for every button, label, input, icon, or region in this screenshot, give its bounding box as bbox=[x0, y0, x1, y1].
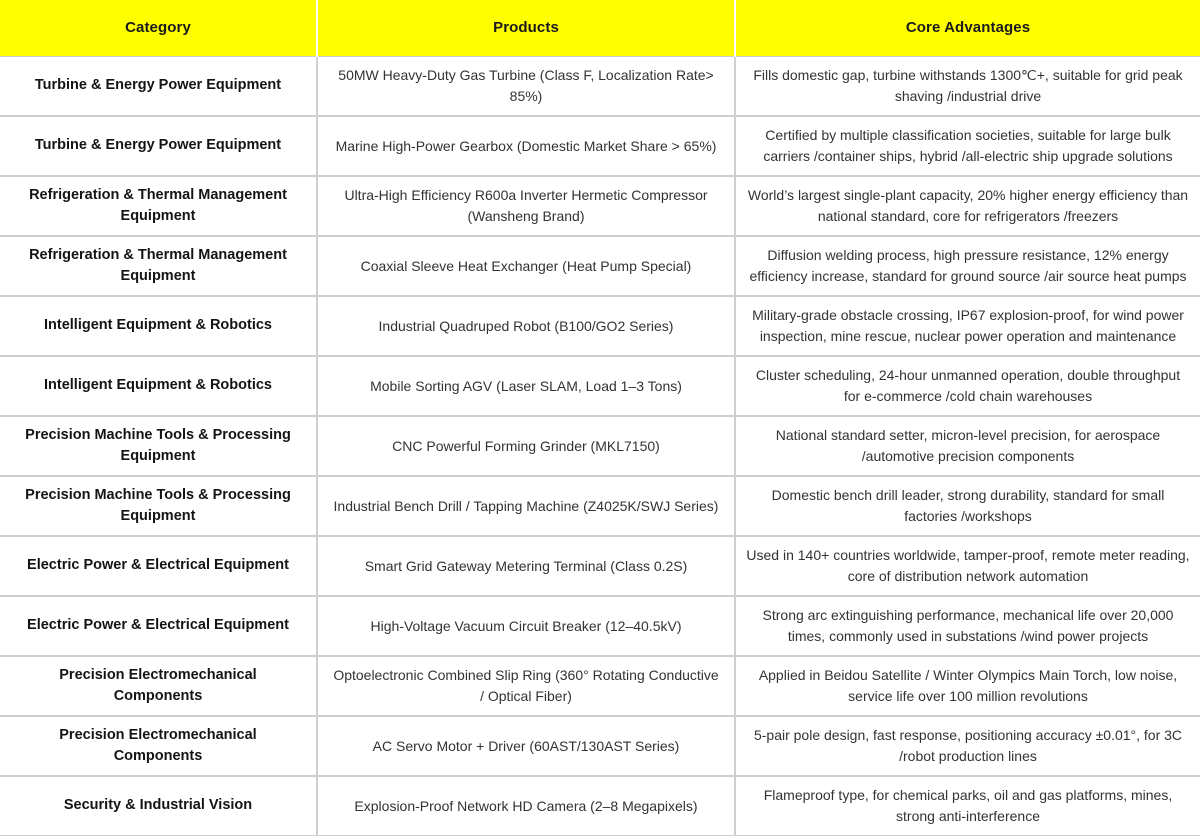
cell-products: 50MW Heavy-Duty Gas Turbine (Class F, Localization Rate> 85%) bbox=[317, 56, 735, 116]
cell-products: Industrial Bench Drill / Tapping Machine (Z4025K/SWJ Series) bbox=[317, 476, 735, 536]
cell-core-advantages: National standard setter, micron-level precision, for aerospace /automotive precision components bbox=[735, 416, 1200, 476]
cell-core-advantages: Used in 140+ countries worldwide, tamper-proof, remote meter reading, core of distribution network automation bbox=[735, 536, 1200, 596]
table-row[interactable] bbox=[0, 236, 1200, 296]
table-header bbox=[0, 0, 1200, 56]
cell-core-advantages: Certified by multiple classification societies, suitable for large bulk carriers /container ships, hybrid /all-electric ship upgrade solutions bbox=[735, 116, 1200, 176]
cell-products: Marine High-Power Gearbox (Domestic Market Share > 65%) bbox=[317, 116, 735, 176]
cell-category: Precision Electromechanical Components bbox=[0, 656, 317, 716]
cell-category: Precision Machine Tools & Processing Equipment bbox=[0, 416, 317, 476]
column-header-core-advantages[interactable]: Core Advantages bbox=[735, 0, 1200, 56]
table-row[interactable] bbox=[0, 116, 1200, 176]
cell-core-advantages: World’s largest single-plant capacity, 20% higher energy efficiency than national standard, core for refrigerators /freezers bbox=[735, 176, 1200, 236]
table-row[interactable] bbox=[0, 716, 1200, 776]
cell-products: Industrial Quadruped Robot (B100/GO2 Series) bbox=[317, 296, 735, 356]
table-row[interactable] bbox=[0, 56, 1200, 116]
cell-category: Precision Machine Tools & Processing Equipment bbox=[0, 476, 317, 536]
cell-category: Precision Electromechanical Components bbox=[0, 716, 317, 776]
cell-products: CNC Powerful Forming Grinder (MKL7150) bbox=[317, 416, 735, 476]
cell-category: Refrigeration & Thermal Management Equipment bbox=[0, 176, 317, 236]
cell-core-advantages: Flameproof type, for chemical parks, oil and gas platforms, mines, strong anti-interference bbox=[735, 776, 1200, 836]
cell-category: Electric Power & Electrical Equipment bbox=[0, 596, 317, 656]
cell-products: Optoelectronic Combined Slip Ring (360° Rotating Conductive / Optical Fiber) bbox=[317, 656, 735, 716]
cell-products: Mobile Sorting AGV (Laser SLAM, Load 1–3 Tons) bbox=[317, 356, 735, 416]
cell-core-advantages: Domestic bench drill leader, strong durability, standard for small factories /workshops bbox=[735, 476, 1200, 536]
column-header-category[interactable]: Category bbox=[0, 0, 317, 56]
column-header-products[interactable]: Products bbox=[317, 0, 735, 56]
cell-category: Security & Industrial Vision bbox=[0, 776, 317, 836]
cell-core-advantages: Cluster scheduling, 24-hour unmanned operation, double throughput for e-commerce /cold chain warehouses bbox=[735, 356, 1200, 416]
table-row[interactable] bbox=[0, 176, 1200, 236]
cell-category: Refrigeration & Thermal Management Equipment bbox=[0, 236, 317, 296]
cell-category: Intelligent Equipment & Robotics bbox=[0, 296, 317, 356]
cell-category: Turbine & Energy Power Equipment bbox=[0, 56, 317, 116]
table-body bbox=[0, 56, 1200, 836]
table-row[interactable] bbox=[0, 596, 1200, 656]
table-row[interactable] bbox=[0, 356, 1200, 416]
cell-products: High-Voltage Vacuum Circuit Breaker (12–40.5kV) bbox=[317, 596, 735, 656]
cell-products: Ultra-High Efficiency R600a Inverter Hermetic Compressor (Wansheng Brand) bbox=[317, 176, 735, 236]
cell-core-advantages: Fills domestic gap, turbine withstands 1300℃+, suitable for grid peak shaving /industrial drive bbox=[735, 56, 1200, 116]
cell-category: Electric Power & Electrical Equipment bbox=[0, 536, 317, 596]
cell-core-advantages: Strong arc extinguishing performance, mechanical life over 20,000 times, commonly used in substations /wind power projects bbox=[735, 596, 1200, 656]
cell-core-advantages: 5-pair pole design, fast response, positioning accuracy ±0.01°, for 3C /robot production lines bbox=[735, 716, 1200, 776]
table-row[interactable] bbox=[0, 416, 1200, 476]
table-row[interactable] bbox=[0, 536, 1200, 596]
cell-category: Intelligent Equipment & Robotics bbox=[0, 356, 317, 416]
cell-core-advantages: Military-grade obstacle crossing, IP67 explosion-proof, for wind power inspection, mine rescue, nuclear power operation and maintenance bbox=[735, 296, 1200, 356]
cell-core-advantages: Diffusion welding process, high pressure resistance, 12% energy efficiency increase, standard for ground source /air source heat pumps bbox=[735, 236, 1200, 296]
cell-category: Turbine & Energy Power Equipment bbox=[0, 116, 317, 176]
table-row[interactable] bbox=[0, 776, 1200, 836]
table-row[interactable] bbox=[0, 476, 1200, 536]
table-header-row bbox=[0, 0, 1200, 56]
table-row[interactable] bbox=[0, 656, 1200, 716]
cell-products: Smart Grid Gateway Metering Terminal (Class 0.2S) bbox=[317, 536, 735, 596]
cell-products: AC Servo Motor + Driver (60AST/130AST Series) bbox=[317, 716, 735, 776]
cell-products: Coaxial Sleeve Heat Exchanger (Heat Pump Special) bbox=[317, 236, 735, 296]
cell-core-advantages: Applied in Beidou Satellite / Winter Olympics Main Torch, low noise, service life over 100 million revolutions bbox=[735, 656, 1200, 716]
table-row[interactable] bbox=[0, 296, 1200, 356]
cell-products: Explosion-Proof Network HD Camera (2–8 Megapixels) bbox=[317, 776, 735, 836]
